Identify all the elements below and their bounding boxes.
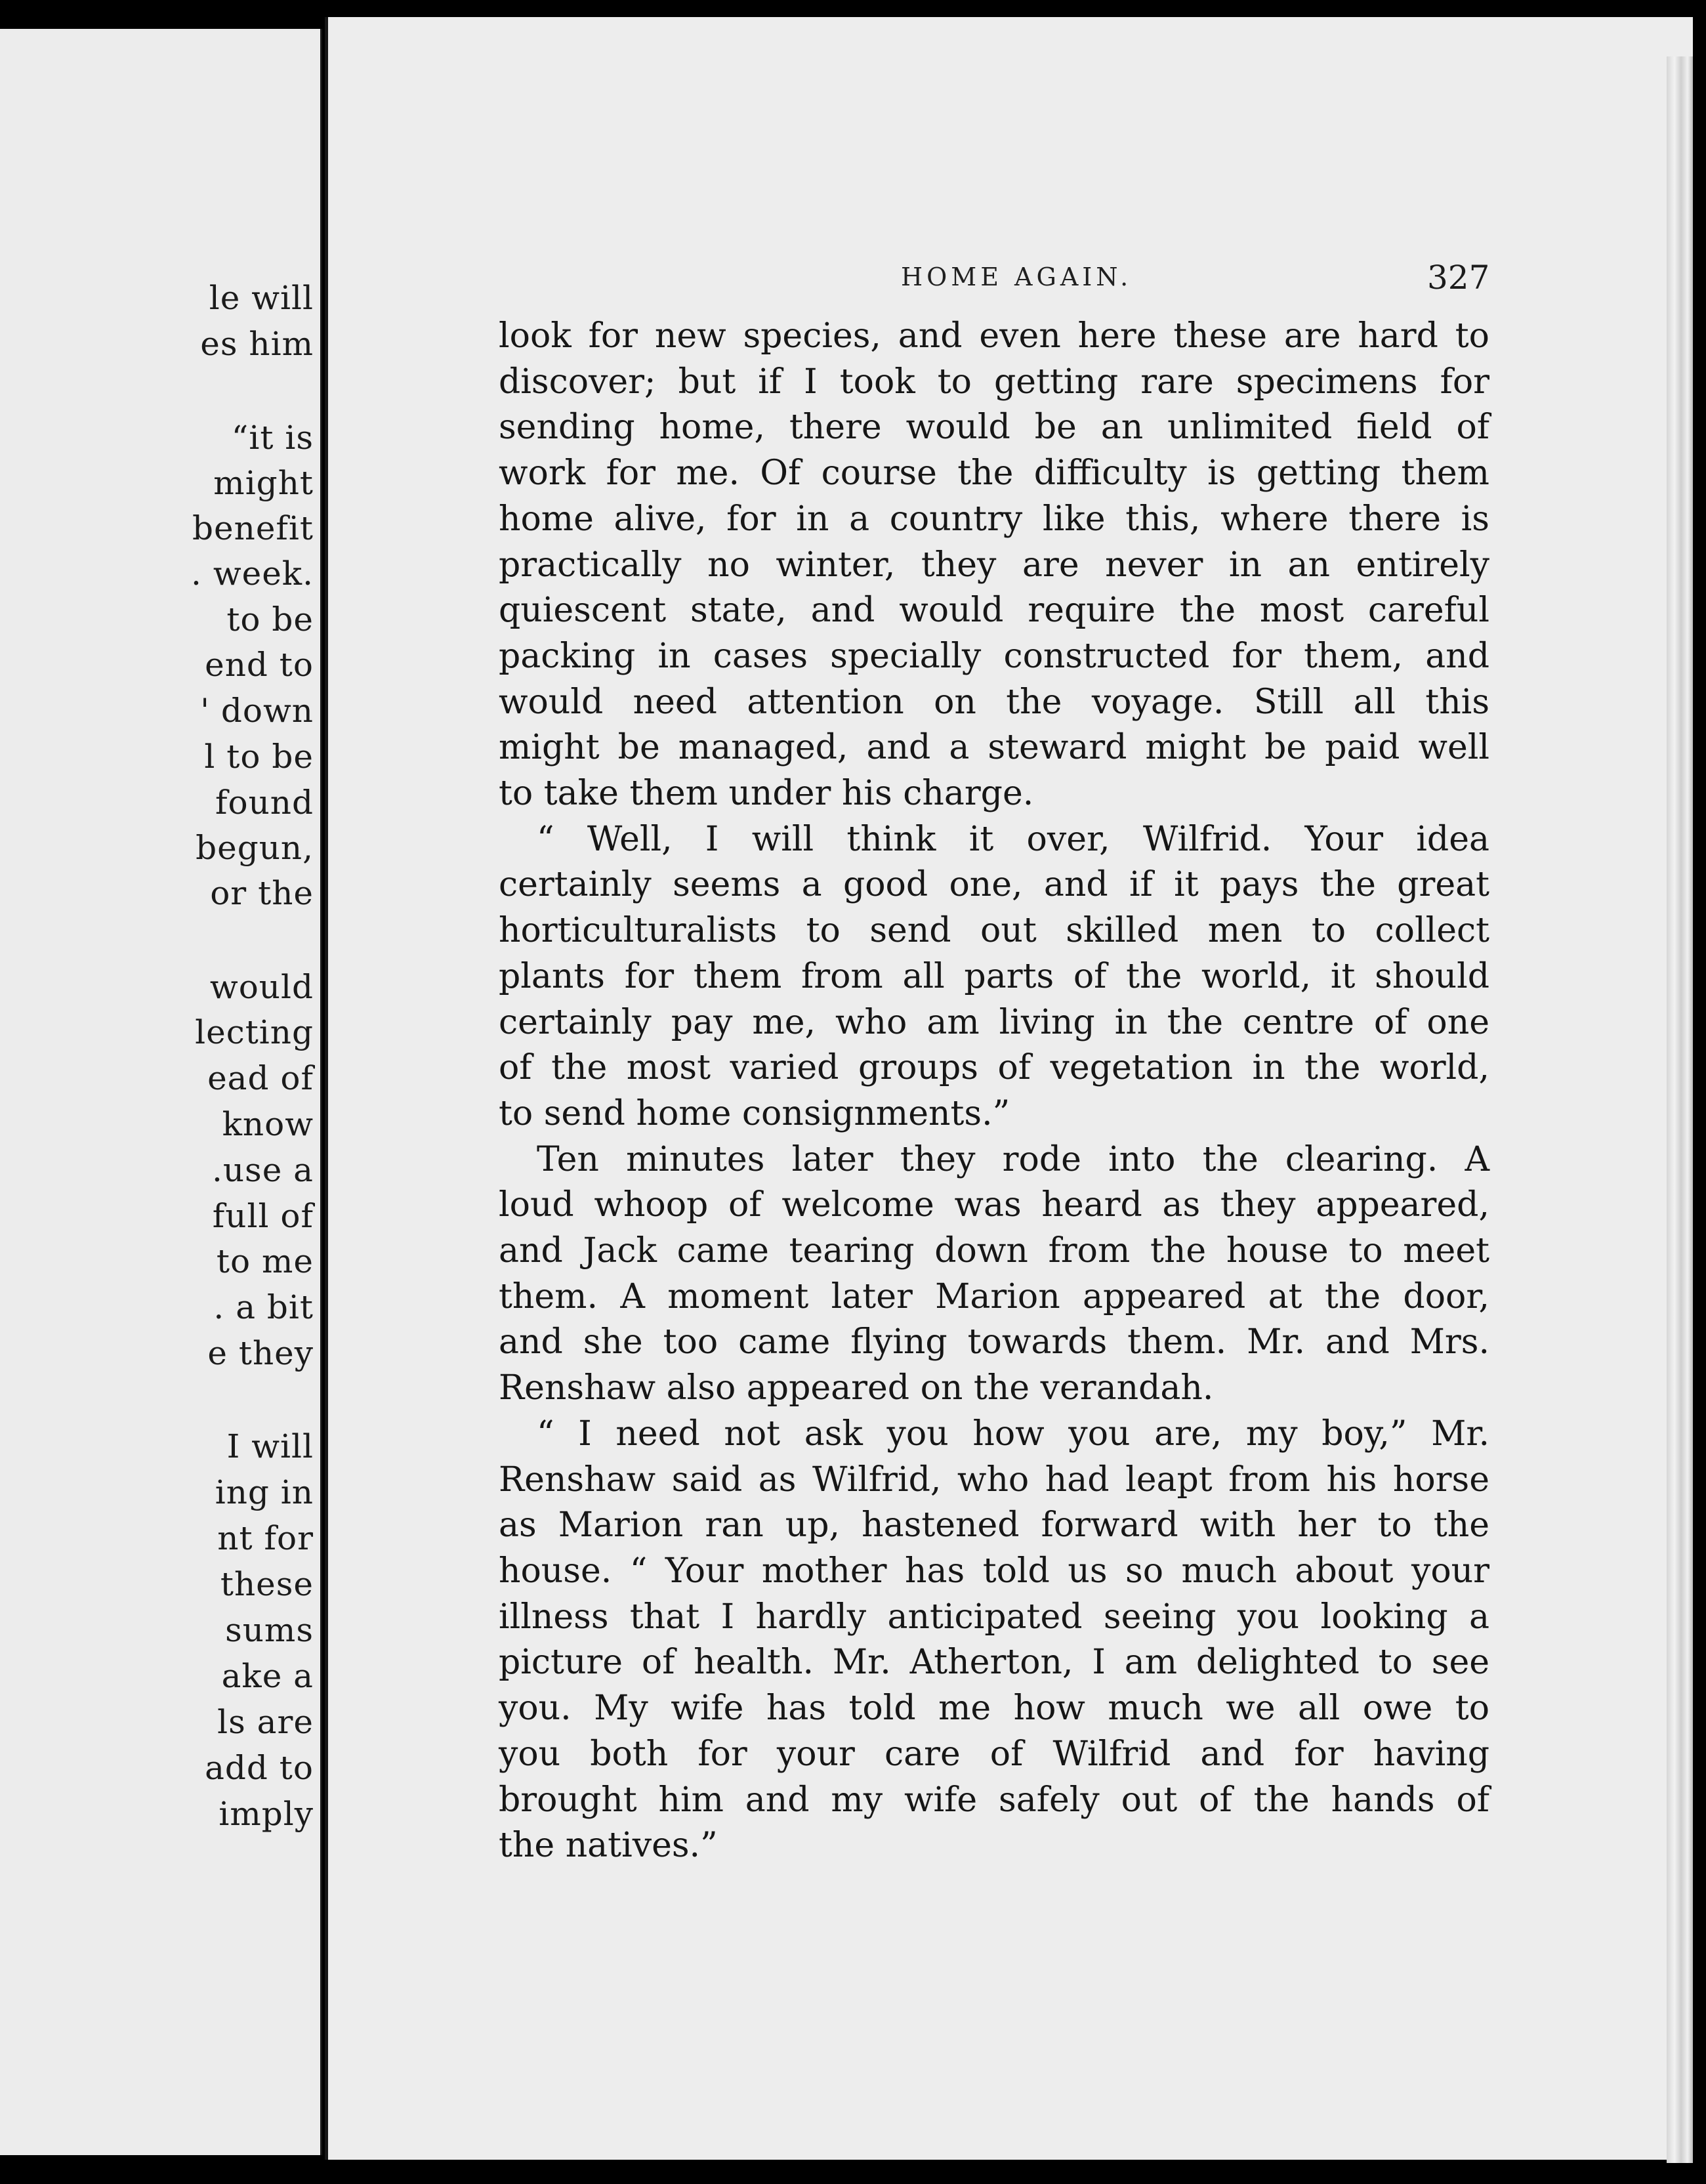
text-line: them. A moment later Marion appeared at the door, [499, 1276, 1489, 1316]
left-text-fragment: would [209, 968, 314, 1006]
text-line: to take them under his charge. [499, 774, 1034, 814]
text-line: certainly pay me, who am living in the centre of one [499, 1002, 1489, 1042]
left-text-fragment: “it is [231, 419, 314, 457]
left-text-fragment: to be [226, 600, 314, 639]
left-text-fragment: ' down [200, 692, 314, 730]
text-line: plants for them from all parts of the world, it should [499, 956, 1489, 996]
text-line: look for new species, and even here these are hard to [499, 316, 1489, 356]
left-text-fragment: ing in [215, 1473, 314, 1511]
left-text-fragment: . week. [191, 555, 314, 593]
running-head: HOME AGAIN. [901, 262, 1133, 291]
left-text-fragment: . a bit [213, 1288, 314, 1326]
left-text-fragment: ake a [221, 1657, 314, 1695]
text-line: loud whoop of welcome was heard as they appeared, [499, 1185, 1489, 1225]
left-page [0, 29, 322, 2155]
left-text-fragment: to me [216, 1242, 314, 1280]
left-text-fragment: ls are [217, 1703, 314, 1741]
text-line: picture of health. Mr. Atherton, I am delighted to see [499, 1643, 1489, 1683]
page-number: 327 [1427, 259, 1490, 297]
text-line: Renshaw also appeared on the verandah. [499, 1368, 1214, 1408]
left-text-fragment: imply [218, 1795, 314, 1833]
text-line: and Jack came tearing down from the house to meet [499, 1231, 1489, 1271]
text-line: sending home, there would be an unlimited field of [499, 408, 1489, 448]
text-line: brought him and my wife safely out of the hands of [499, 1780, 1489, 1820]
left-text-fragment: might [213, 464, 314, 502]
left-text-fragment: these [220, 1565, 314, 1603]
left-text-fragment: full of [212, 1197, 314, 1235]
text-line: you. My wife has told me how much we all owe to [499, 1689, 1489, 1729]
text-line: Ten minutes later they rode into the clearing. A [537, 1139, 1489, 1179]
text-line: the natives.” [499, 1826, 718, 1866]
left-text-fragment: .use a [211, 1151, 314, 1189]
left-text-fragment: add to [205, 1749, 314, 1787]
text-line: discover; but if I took to getting rare specimens for [499, 362, 1489, 402]
text-line: certainly seems a good one, and if it pays the great [499, 865, 1489, 905]
left-text-fragment: benefit [192, 509, 314, 547]
left-text-fragment: begun, [196, 829, 314, 867]
left-text-fragment: l to be [204, 738, 314, 776]
left-text-fragment: end to [205, 646, 314, 684]
text-line: to send home consignments.” [499, 1093, 1010, 1133]
left-text-fragment: found [215, 784, 314, 822]
left-text-fragment: lecting [195, 1013, 314, 1051]
left-text-fragment: know [222, 1105, 314, 1143]
text-line: might be managed, and a steward might be paid well [499, 728, 1489, 768]
text-line: home alive, for in a country like this, where there is [499, 499, 1489, 539]
text-line: quiescent state, and would require the most careful [499, 591, 1489, 631]
left-text-fragment: I will [226, 1427, 314, 1465]
page-edge [1667, 56, 1693, 2163]
text-line: would need attention on the voyage. Still all this [499, 682, 1489, 722]
text-line: Renshaw said as Wilfrid, who had leapt from his horse [499, 1460, 1489, 1500]
left-text-fragment: le will [209, 279, 314, 317]
text-line: practically no winter, they are never in an entirely [499, 545, 1489, 585]
text-line: you both for your care of Wilfrid and for having [499, 1734, 1489, 1774]
text-line: illness that I hardly anticipated seeing you looking a [499, 1597, 1489, 1637]
left-text-fragment: es him [200, 325, 314, 363]
text-line: and she too came flying towards them. Mr. and Mrs. [499, 1322, 1489, 1362]
left-text-fragment: nt for [217, 1519, 314, 1557]
body-text [499, 314, 1489, 1869]
text-line: “ Well, I will think it over, Wilfrid. Your idea [537, 819, 1489, 859]
text-line: “ I need not ask you how you are, my boy,” Mr. [537, 1414, 1489, 1454]
text-line: horticulturalists to send out skilled men to collect [499, 911, 1489, 951]
text-line: as Marion ran up, hastened forward with her to the [499, 1505, 1489, 1545]
left-text-fragment: sums [225, 1611, 314, 1649]
left-text-fragment: ead of [207, 1059, 314, 1097]
left-page-text [123, 29, 320, 2155]
left-text-fragment: e they [207, 1334, 314, 1372]
text-line: of the most varied groups of vegetation in the world, [499, 1048, 1489, 1088]
text-line: packing in cases specially constructed for them, and [499, 636, 1489, 676]
text-line: house. “ Your mother has told us so much about your [499, 1551, 1489, 1591]
left-text-fragment: or the [210, 874, 314, 912]
text-line: work for me. Of course the difficulty is getting them [499, 453, 1489, 494]
